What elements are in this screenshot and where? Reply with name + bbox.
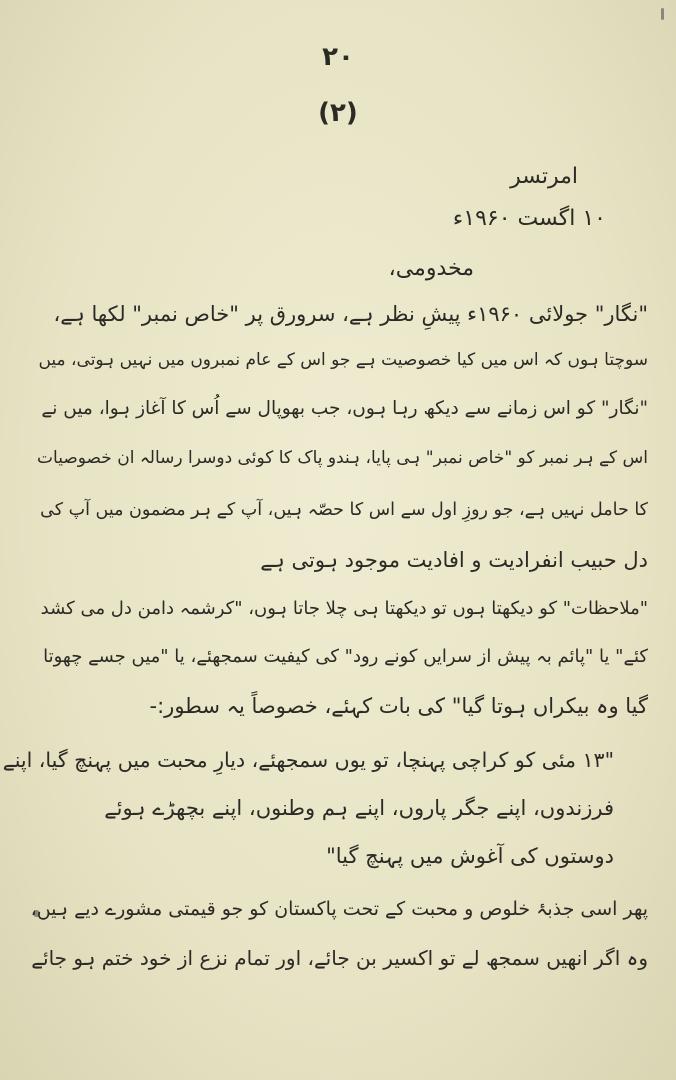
quote-line: فرزندوں، اپنے جگر پاروں، اپنے ہم وطنوں، اپنے بچھڑے ہوئے <box>104 796 614 820</box>
body-line: اس کے ہر نمبر کو "خاص نمبر" ہی پایا، ہندو پاک کا کوئی دوسرا رسالہ ان خصوصیات <box>37 448 648 468</box>
quote-line: "۱۳ مئی کو کراچی پہنچا، تو یوں سمجھئے، دیارِ محبت میں پہنچ گیا، اپنے <box>2 748 614 772</box>
closing-line: وہ اگر انھیں سمجھ لے تو اکسیر بن جائے، اور تمام نزع از خود ختم ہو جائے <box>31 946 648 970</box>
body-line: کئے" یا "پائم بہ پیش از سرایں کونے رود" کی کیفیت سمجھئے، یا "میں جسے چھوتا <box>43 646 648 667</box>
closing-line: پھر اسی جذبۂ خلوص و محبت کے تحت پاکستان کو جو قیمتی مشورے دیے ہیں، <box>30 898 648 920</box>
body-line: "نگار" کو اس زمانے سے دیکھ رہا ہوں، جب بھوپال سے اُس کا آغاز ہوا، میں نے <box>41 398 648 419</box>
body-line: "نگار" جولائی ۱۹۶۰ء پیشِ نظر ہے، سرورق پر "خاص نمبر" لکھا ہے، <box>53 302 648 326</box>
salutation: مخدومی، <box>388 256 474 281</box>
quote-line: دوستوں کی آغوش میں پہنچ گیا" <box>326 844 614 868</box>
page-number: ۲۰ <box>322 42 354 72</box>
body-line: دل حبیب انفرادیت و افادیت موجود ہوتی ہے <box>260 548 648 572</box>
letter-place: امرتسر <box>510 164 578 189</box>
body-line: کا حامل نہیں ہے، جو روزِ اول سے اس کا حصّہ ہیں، آپ کے ہر مضمون میں آپ کی <box>40 500 648 520</box>
body-line: گیا وہ بیکراں ہوتا گیا" کی بات کہئے، خصوصاً یہ سطور:- <box>149 694 648 718</box>
corner-mark <box>661 8 664 20</box>
body-line: "ملاحظات" کو دیکھتا ہوں تو دیکھتا ہی چلا جاتا ہوں، "کرشمہ دامن دل می کشد <box>40 598 648 619</box>
body-line: سوچتا ہوں کہ اس میں کیا خصوصیت ہے جو اس کے عام نمبروں میں نہیں ہوتی، میں <box>38 350 648 370</box>
letter-date: ۱۰ اگست ۱۹۶۰ء <box>452 206 606 231</box>
letter-number: (۲) <box>318 98 358 128</box>
